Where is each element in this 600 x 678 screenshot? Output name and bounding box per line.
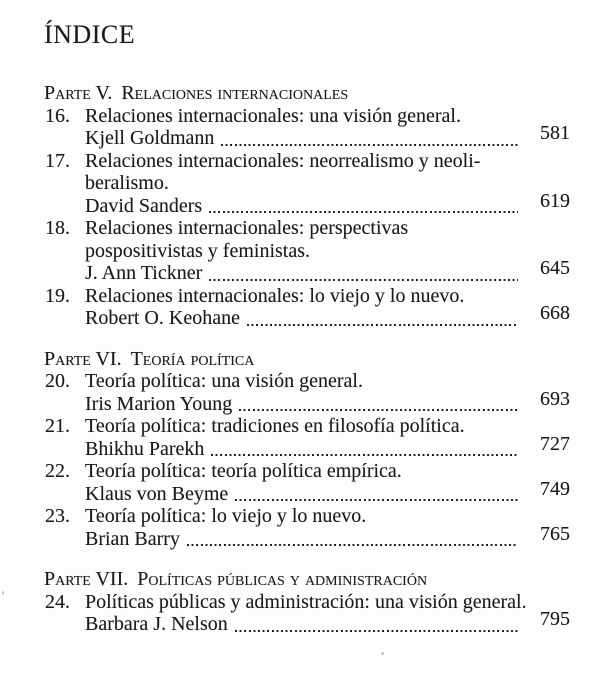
scan-speck	[2, 591, 4, 595]
entry-author-row	[85, 189, 570, 218]
toc-entry	[44, 591, 570, 636]
entry-author-row	[85, 302, 570, 330]
toc-entry	[44, 150, 570, 218]
part-title: Políticas públicas y administración	[137, 568, 428, 590]
part-title: Teoría política	[130, 347, 255, 370]
toc-entry	[44, 505, 570, 550]
entry-author: Klaus von Beyme	[85, 482, 229, 505]
entry-number: 22.	[45, 460, 70, 482]
entry-title-line: pospositivistas y feministas.	[85, 239, 310, 262]
dot-leader	[235, 499, 518, 501]
entry-title-line: Teoría política: teoría política empírica.	[85, 460, 402, 482]
toc	[44, 82, 570, 636]
entry-number: 17.	[45, 149, 70, 172]
entry-title-line: Relaciones internacionales: lo viejo y lo nuevo.	[85, 284, 465, 307]
page-number: 765	[540, 522, 570, 545]
entry-title-line: Teoría política: tradiciones en filosofía política.	[85, 415, 465, 437]
entry-author-row	[85, 608, 570, 636]
page-number: 795	[540, 608, 570, 630]
page-number: 581	[540, 122, 570, 144]
dot-leader	[247, 324, 518, 326]
entry-number: 16.	[45, 104, 70, 127]
entry-title-line: Relaciones internacionales: una visión general.	[85, 104, 461, 127]
entry-author: Kjell Goldmann	[85, 127, 215, 149]
entry-author-row	[85, 432, 570, 461]
entry-number: 20.	[45, 370, 70, 392]
entry-author: J. Ann Tickner	[85, 262, 203, 284]
entry-author-row	[85, 257, 570, 285]
entry-title	[85, 105, 570, 128]
entry-title	[85, 285, 570, 308]
toc-entry	[44, 370, 570, 415]
part-label: Parte VII.	[44, 568, 129, 590]
entry-number: 24.	[45, 590, 70, 613]
entry-number: 21.	[45, 415, 70, 437]
dot-leader	[187, 544, 518, 546]
scan-speck	[381, 652, 384, 655]
entry-author: Iris Marion Young	[85, 392, 233, 415]
entries	[44, 591, 570, 636]
entry-number: 23.	[45, 505, 70, 527]
page-number: 645	[540, 257, 570, 279]
entry-title-line: Relaciones internacionales: perspectivas	[85, 217, 409, 239]
dot-leader	[239, 409, 518, 411]
toc-entry	[44, 460, 570, 505]
page-number: 619	[540, 189, 570, 212]
entry-title	[85, 150, 570, 195]
entry-author: Brian Barry	[85, 527, 180, 550]
dot-leader	[221, 144, 518, 146]
dot-leader	[211, 454, 518, 456]
entry-author: David Sanders	[85, 194, 203, 217]
entry-author-row	[85, 477, 570, 506]
entry-title	[85, 217, 570, 262]
page-title: ÍNDICE	[44, 20, 136, 49]
entry-author: Robert O. Keohane	[85, 307, 240, 329]
toc-section	[44, 82, 570, 330]
part-label: Parte V.	[44, 82, 113, 104]
dot-leader	[235, 630, 518, 632]
entry-title	[85, 415, 570, 438]
entries	[44, 105, 570, 330]
page-number: 727	[540, 432, 570, 455]
entry-author-row	[85, 122, 570, 150]
entry-title	[85, 591, 570, 614]
part-heading	[44, 348, 570, 371]
entries	[44, 370, 570, 550]
page-number: 668	[540, 302, 570, 324]
entry-title-line: Teoría política: una visión general.	[85, 370, 363, 392]
toc-entry	[44, 285, 570, 330]
entry-number: 18.	[45, 217, 70, 239]
toc-section	[44, 568, 570, 636]
entry-author: Bhikhu Parekh	[85, 437, 205, 460]
page-number: 693	[540, 387, 570, 410]
entry-title-line: Relaciones internacionales: neorrealismo y neoli-	[85, 149, 481, 172]
part-heading	[44, 82, 570, 105]
page-number: 749	[540, 477, 570, 500]
entry-author-row	[85, 522, 570, 551]
entry-title-line: beralismo.	[85, 172, 169, 194]
toc-entry	[44, 105, 570, 150]
entry-title	[85, 505, 570, 528]
toc-section	[44, 348, 570, 551]
entry-title	[85, 460, 570, 483]
part-label: Parte VI.	[44, 347, 122, 370]
entry-title-line: Teoría política: lo viejo y lo nuevo.	[85, 505, 367, 527]
entry-author-row	[85, 387, 570, 416]
part-title: Relaciones internacionales	[121, 82, 349, 104]
dot-leader	[209, 279, 518, 281]
toc-entry	[44, 415, 570, 460]
part-heading	[44, 568, 570, 591]
entry-author: Barbara J. Nelson	[85, 613, 228, 635]
toc-entry	[44, 217, 570, 285]
entry-title-line: Políticas públicas y administración: una visión general.	[85, 590, 527, 613]
dot-leader	[209, 211, 518, 213]
entry-title	[85, 370, 570, 393]
entry-number: 19.	[45, 284, 70, 307]
